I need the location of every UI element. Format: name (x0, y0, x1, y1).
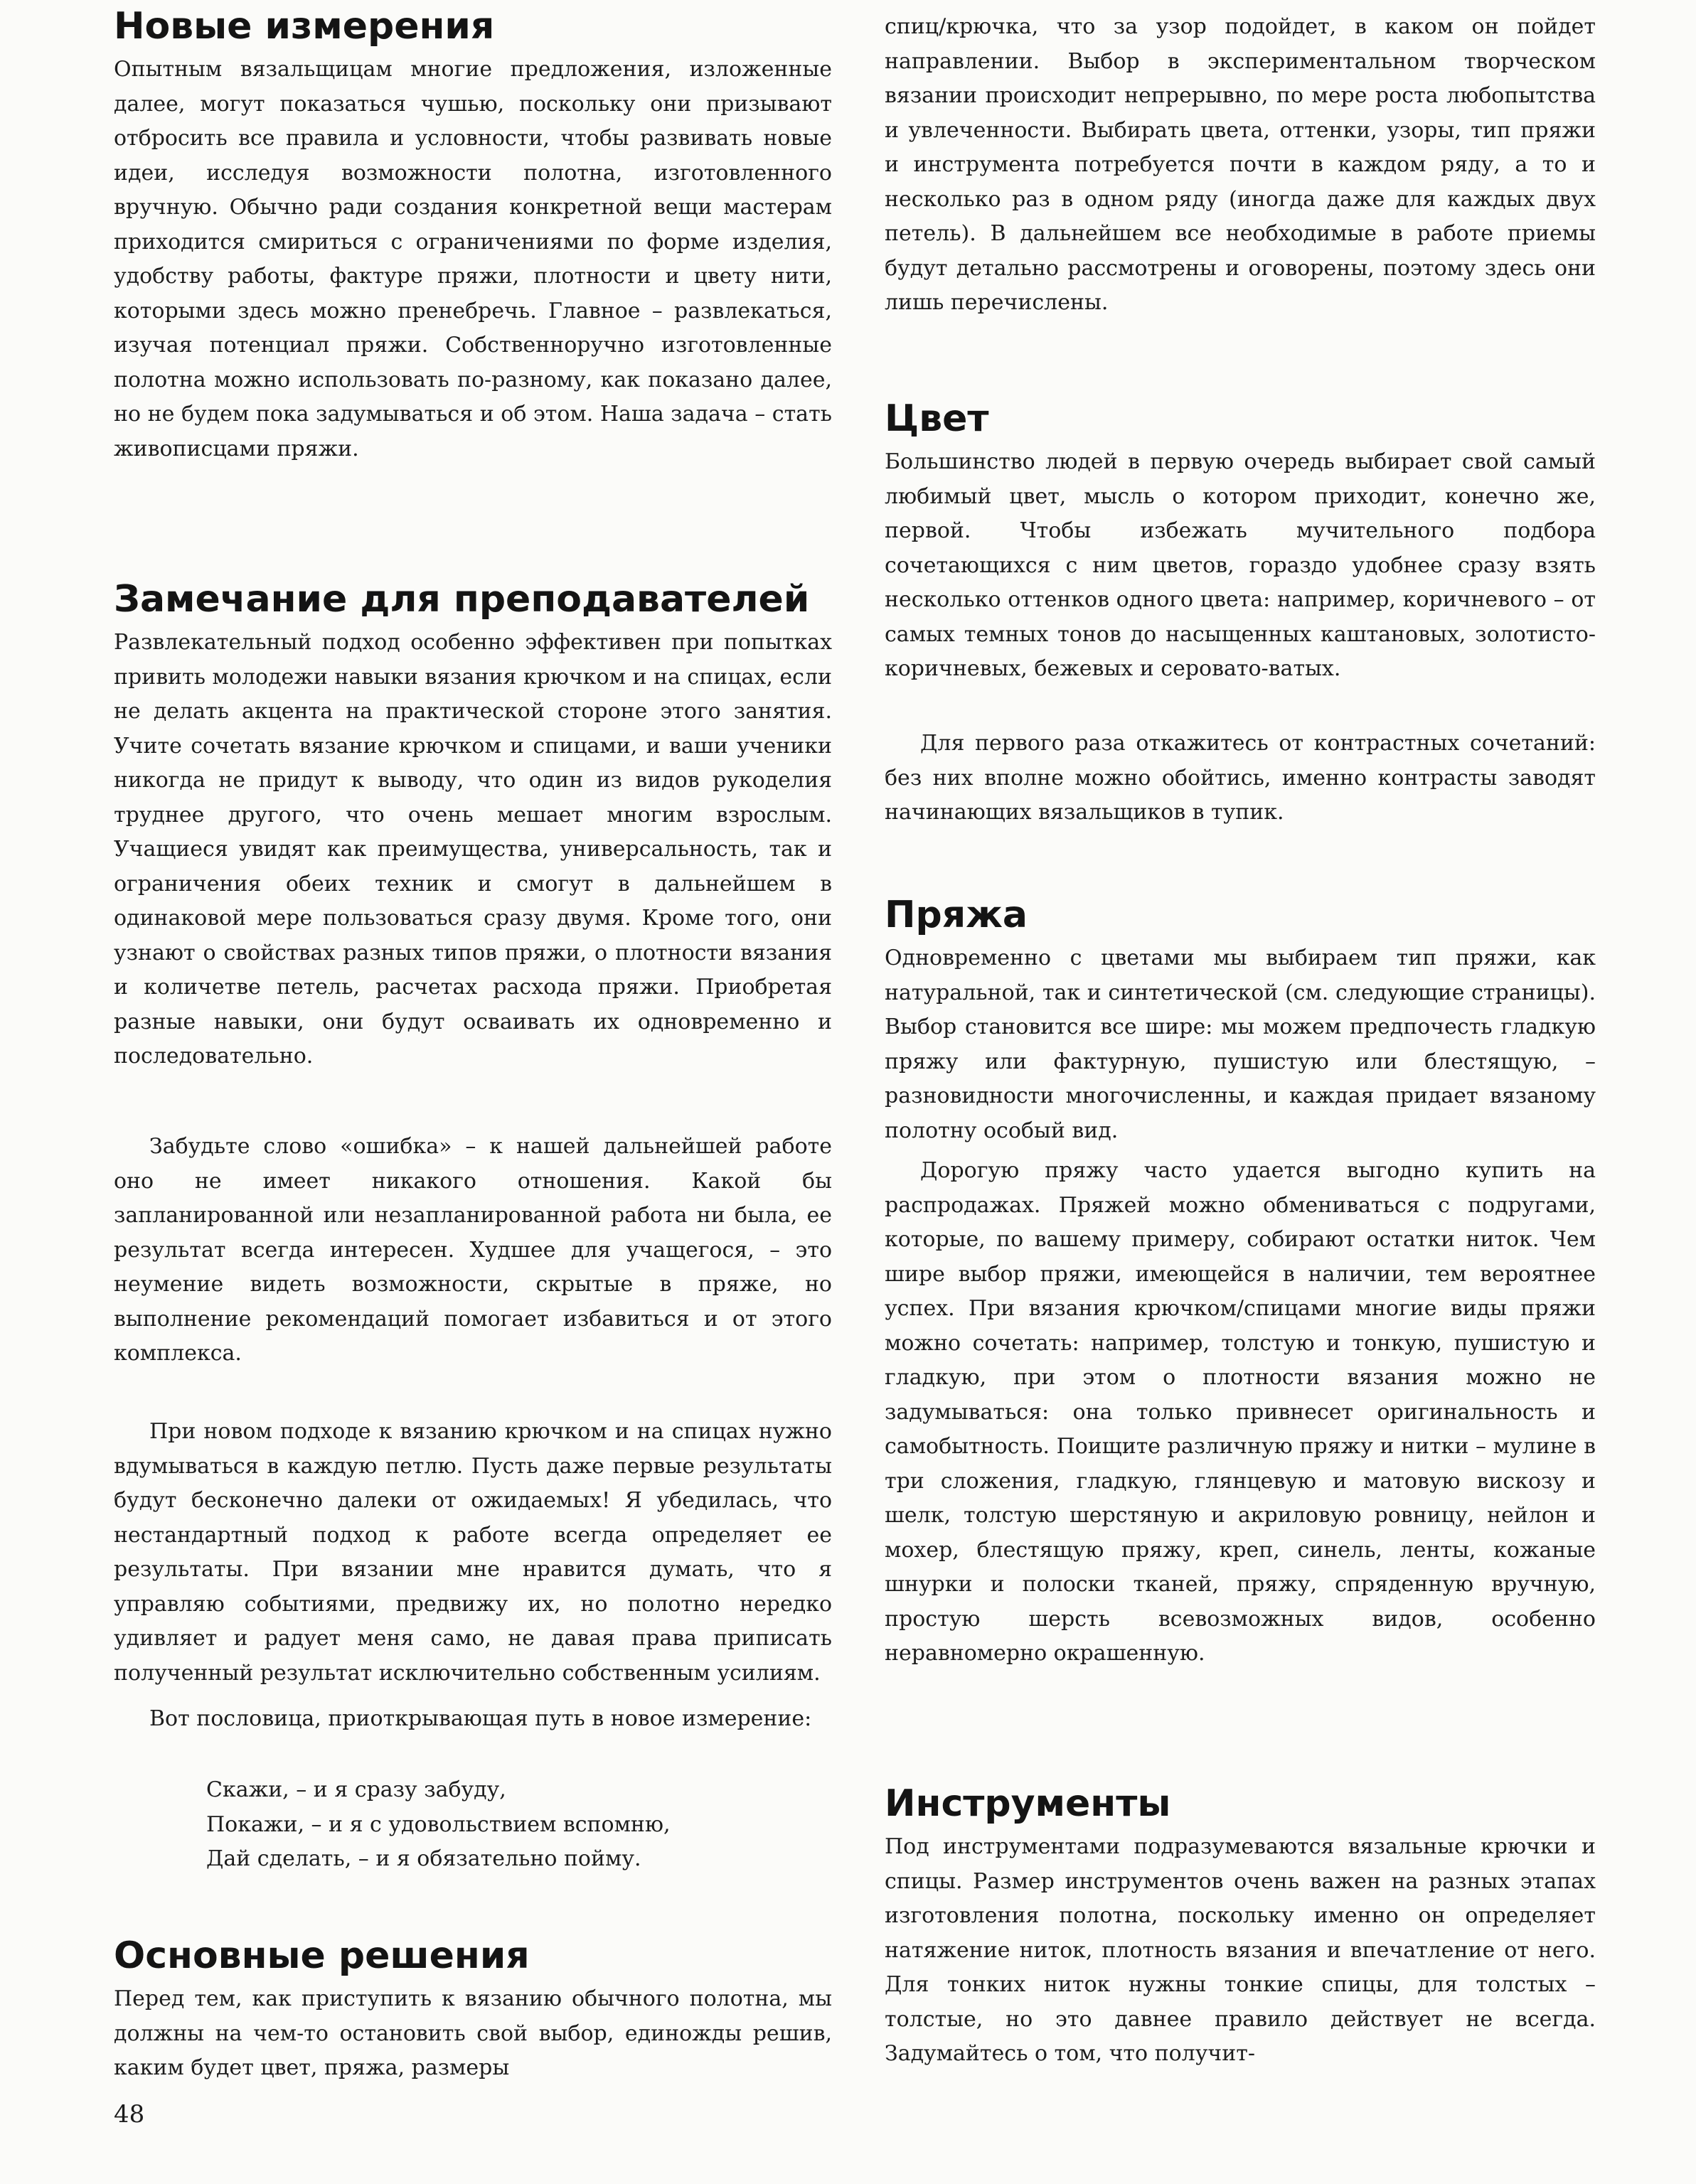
paragraph-continuation: спиц/крючка, что за узор подойдет, в каком он пойдет направлении. Выбор в экспериментальном творческом вязании происходит непрерывно, по мере роста любопытства и увлеченности. Выбирать цвета, оттенки, узоры, тип пряжи и инструмента потребуется почти в каждом ряду, а то и несколько раз в одном ряду (иногда даже для каждых двух петель). В дальнейшем все необходимые в работе приемы будут детально рассмотрены и оговорены, поэтому здесь они лишь перечислены. (885, 14, 1596, 315)
paragraph-proverb-intro: Вот пословица, приоткрывающая путь в новое измерение: (149, 1706, 812, 1731)
heading-yarn: Пряжа (885, 894, 1028, 936)
paragraph-basic-decisions: Перед тем, как приступить к вязанию обычного полотна, мы должны на чем-то остановить свой выбор, единожды решив, каким будет цвет, пряжа, размеры (114, 1986, 832, 2080)
paragraph-color-1: Большинство людей в первую очередь выбирает свой самый любимый цвет, мысль о котором приходит, конечно же, первой. Чтобы избежать мучительного подбора сочетающихся с ним цветов, гораздо удобнее сразу взять несколько оттенков одного цвета: например, коричневого – от самых темных тонов до насыщенных каштановых, золотисто-коричневых, бежевых и серовато-ватых. (885, 449, 1596, 681)
heading-color: Цвет (885, 397, 989, 440)
paragraph-teachers-3: При новом подходе к вязанию крючком и на спицах нужно вдумываться в каждую петлю. Пусть даже первые результаты будут бесконечно далеки от ожидаемых! Я убедилась, что нестандартный подход к работе всегда определяет ее результаты. При вязании мне нравится думать, что я управляю событиями, предвижу их, но полотно нередко удивляет и радует меня само, не давая права приписать полученный результат исключительно собственным усилиям. (114, 1419, 832, 1686)
paragraph-yarn-2: Дорогую пряжу часто удается выгодно купить на распродажах. Пряжей можно обмениваться с подругами, которые, по вашему примеру, собирают остатки ниток. Чем шире выбор пряжи, имеющейся в наличии, тем вероятнее успех. При вязания крючком/спицами многие виды пряжи можно сочетать: например, толстую и тонкую, пушистую и гладкую, при этом о плотности вязания можно не задумываться: она только привнесет оригинальность и самобытность. Поищите различную пряжу и нитки – мулине в три сложения, гладкую, глянцевую и матовую вискозу и шелк, толстую шерстяную и акриловую ровницу, нейлон и мохер, блестящую пряжу, креп, синель, ленты, кожаные шнурки и полоски тканей, пряжу, спряденную вручную, простую шерсть всевозможных видов, особенно неравномерно окрашенную. (885, 1158, 1596, 1666)
proverb-poem (206, 1773, 671, 1877)
paragraph-new-dimensions: Опытным вязальщицам многие предложения, изложенные далее, могут показаться чушью, поскольку они призывают отбросить все правила и условности, чтобы развивать новые идеи, исследуя возможности полотна, изготовленного вручную. Обычно ради создания конкретной вещи мастерам приходится смириться с ограничениями по форме изделия, удобству работы, фактуре пряжи, плотности и цвету нити, которыми здесь можно пренебречь. Главное – развлекаться, изучая потенциал пряжи. Собственноручно изготовленные полотна можно использовать по-разному, как показано далее, но не будем пока задумываться и об этом. Наша задача – стать живописцами пряжи. (114, 57, 832, 461)
paragraph-color-2: Для первого раза откажитесь от контрастных сочетаний: без них вполне можно обойтись, именно контрасты заводят начинающих вязальщиков в тупик. (885, 731, 1596, 825)
page-number: 48 (114, 2100, 145, 2129)
heading-note-for-teachers: Замечание для преподавателей (114, 578, 810, 621)
poem-line: Скажи, – и я сразу забуду, (206, 1777, 506, 1802)
paragraph-teachers-1: Развлекательный подход особенно эффективен при попытках привить молодежи навыки вязания крючком и на спицах, если не делать акцента на практической стороне этого занятия. Учите сочетать вязание крючком и спицами, и ваши ученики никогда не придут к выводу, что один из видов рукоделия труднее другого, что очень мешает многим взрослым. Учащиеся увидят как преимущества, универсальность, так и ограничения обеих техник и смогут в дальнейшем в одинаковой мере пользоваться сразу двумя. Кроме того, они узнают о свойствах разных типов пряжи, о плотности вязания и количетве петель, расчетах расхода пряжи. Приобретая разные навыки, они будут осваивать их одновременно и последовательно. (114, 630, 832, 1069)
heading-tools: Инструменты (885, 1782, 1171, 1825)
paragraph-tools: Под инструментами подразумеваются вязальные крючки и спицы. Размер инструментов очень важен на разных этапах изготовления полотна, поскольку именно он определяет натяжение ниток, плотность вязания и впечатление от него. Для тонких ниток нужны тонкие спицы, для толстых – толстые, но это давнее правило действует не всегда. Задумайтесь о том, что получит- (885, 1834, 1596, 2066)
poem-line: Покажи, – и я с удовольствием вспомню, (206, 1811, 671, 1837)
paragraph-yarn-1: Одновременно с цветами мы выбираем тип пряжи, как натуральной, так и синтетической (см. следующие страницы). Выбор становится все шире: мы можем предпочесть гладкую пряжу или фактурную, пушистую или блестящую, – разновидности многочисленны, и каждая придает вязаному полотну особый вид. (885, 946, 1596, 1143)
poem-line: Дай сделать, – и я обязательно пойму. (206, 1846, 641, 1871)
heading-basic-decisions: Основные решения (114, 1934, 530, 1977)
heading-new-dimensions: Новые измерения (114, 5, 495, 48)
paragraph-teachers-2: Забудьте слово «ошибка» – к нашей дальнейшей работе оно не имеет никакого отношения. Какой бы запланированной или незапланированной работа ни была, ее результат всегда интересен. Худшее для учащегося, – это неумение видеть возможности, скрытые в пряже, но выполнение рекомендаций помогает избавиться и от этого комплекса. (114, 1134, 832, 1366)
